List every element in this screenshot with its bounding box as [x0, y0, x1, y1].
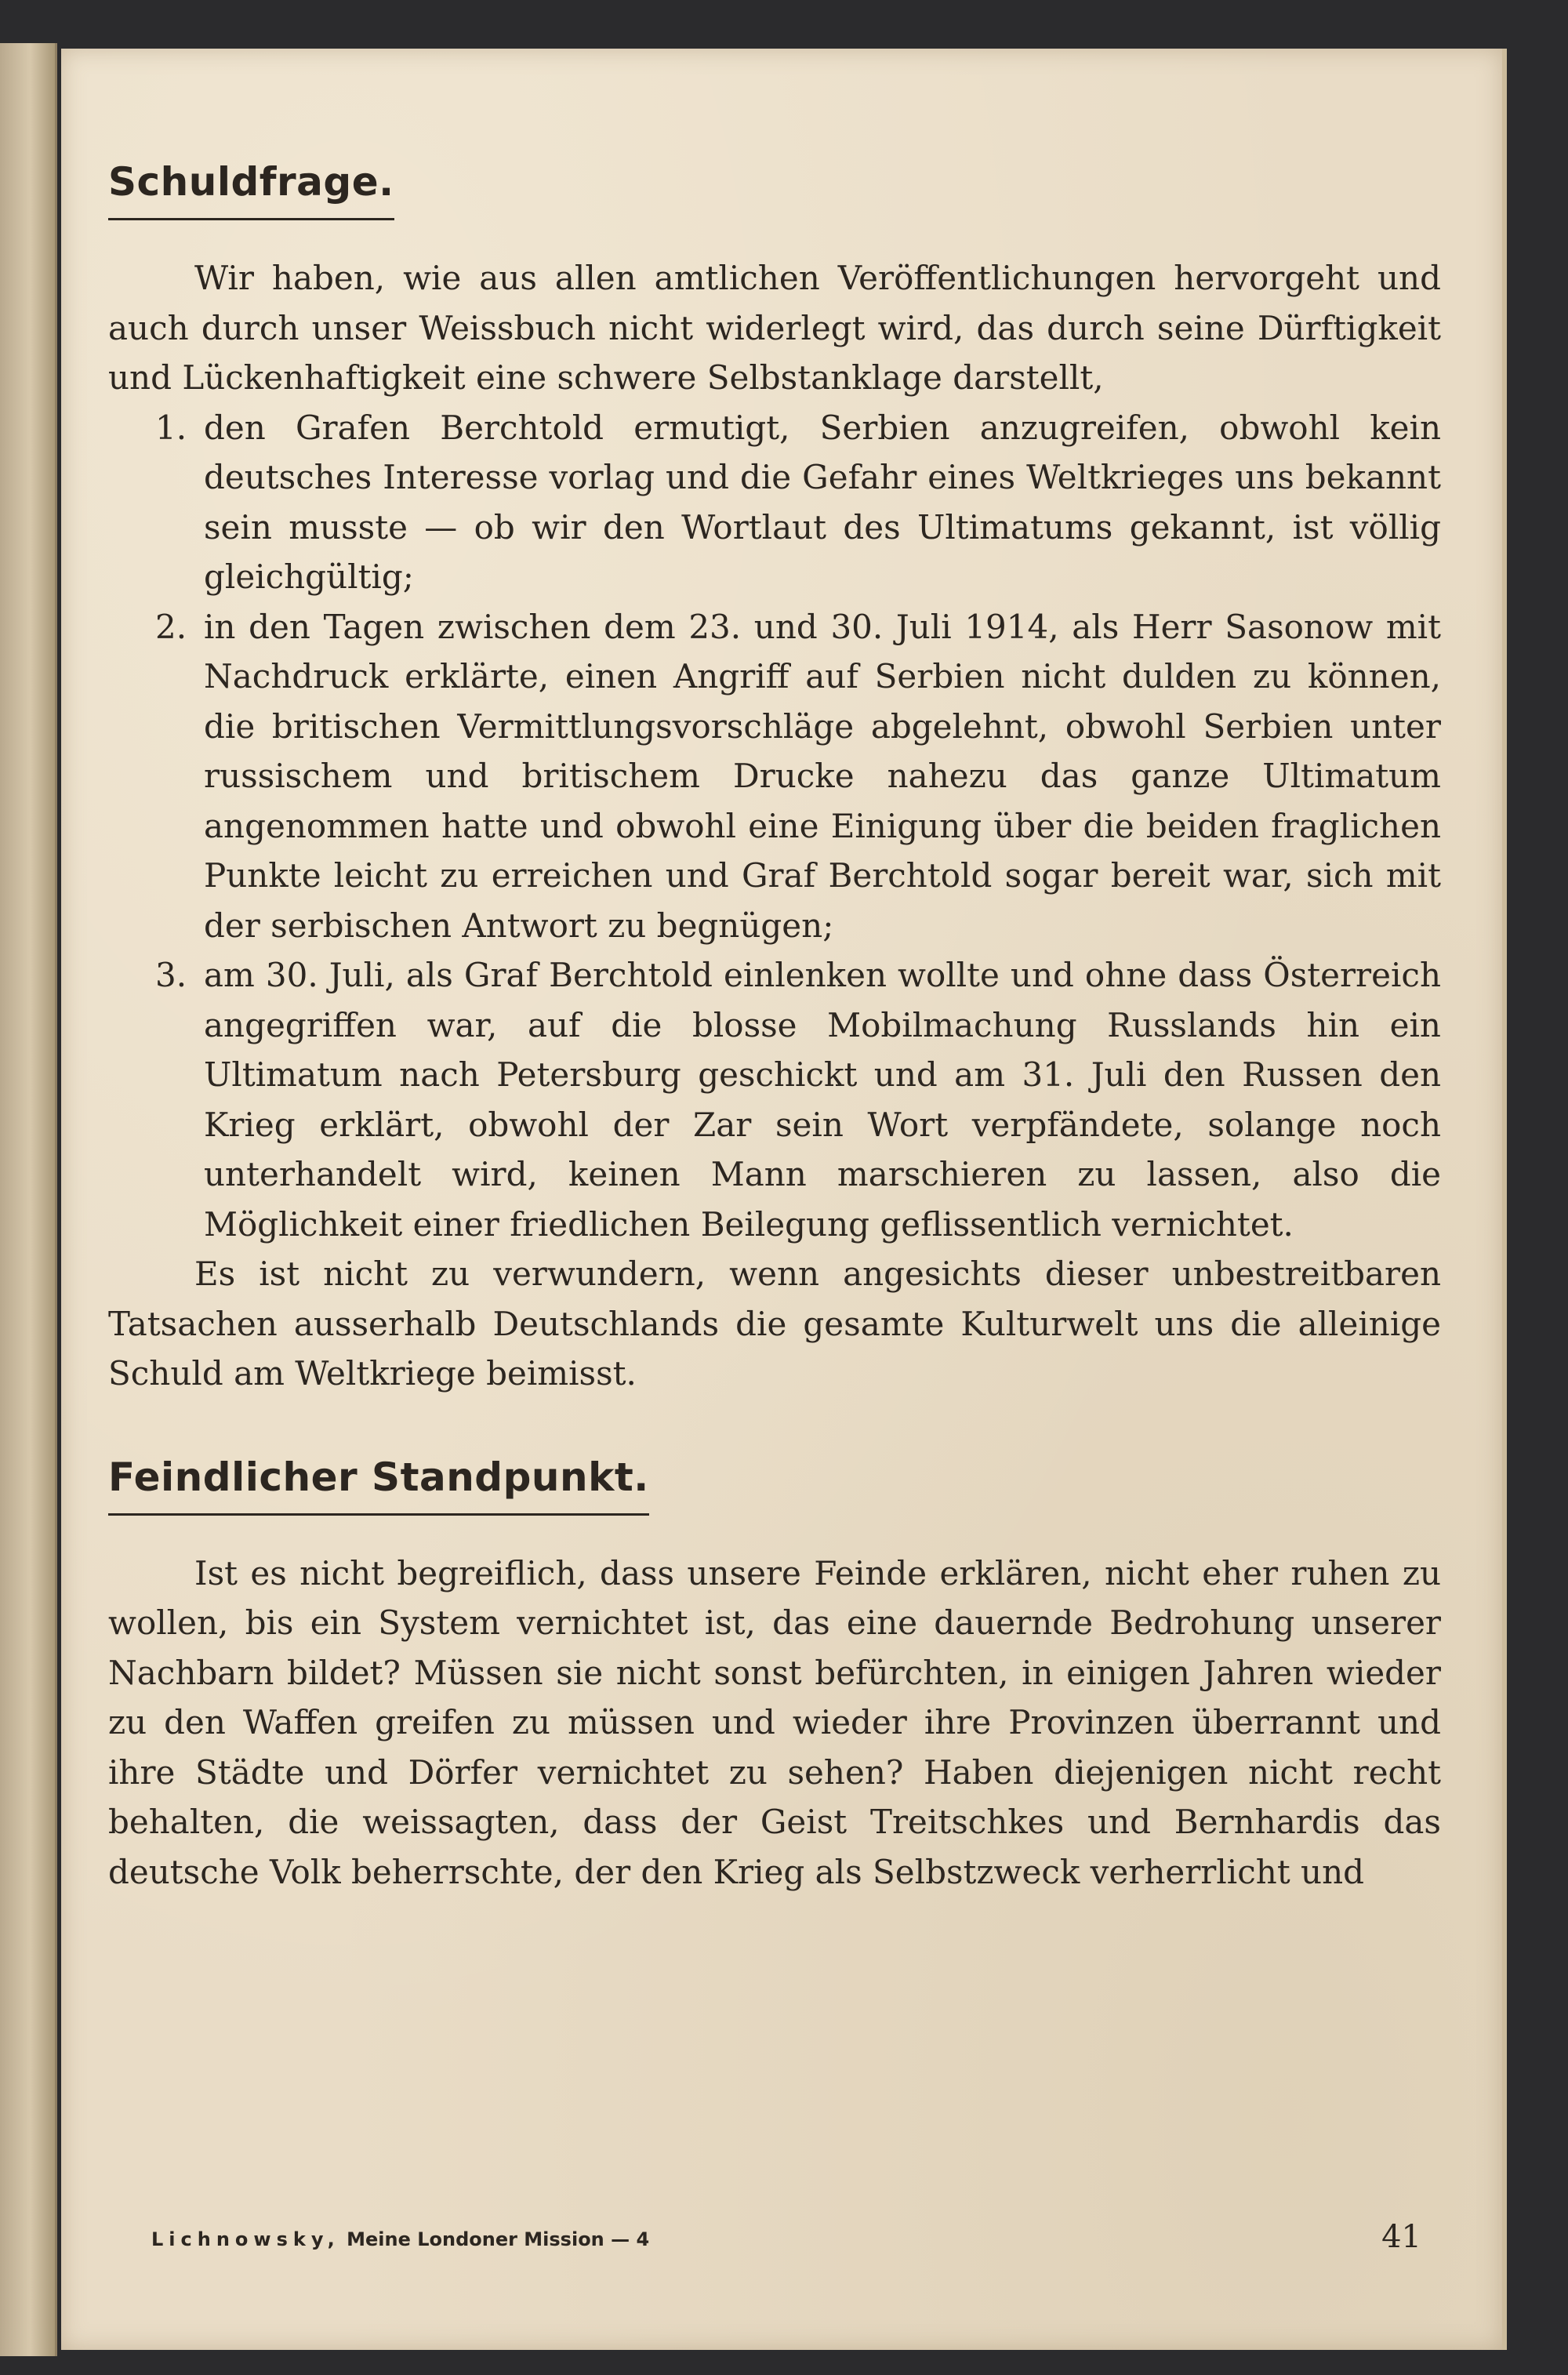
book-page: [61, 49, 1507, 2350]
closing-paragraph: Es ist nicht zu verwundern, wenn angesichts dieser unbestreitbaren Tatsachen ausserhalb Deutschlands die gesamte Kulturwelt uns die alleinige Schuld am Weltkriege beimisst.: [108, 1255, 1441, 1393]
adjacent-page-edge: [0, 43, 57, 2356]
list-item-number: 3.: [155, 956, 187, 994]
section-heading-schuldfrage: Schuldfrage.: [108, 158, 394, 220]
section2-paragraph: Ist es nicht begreiflich, dass unsere Feinde erklären, nicht eher ruhen zu wollen, bis ein System vernichtet ist, das eine dauernde Bedrohung unserer Nachbarn bildet? Müssen sie nicht sonst befürchten, in einigen Jahren wieder zu den Waffen greifen zu müssen und wieder ihre Provinzen überrannt und ihre Städte und Dörfer vernichtet zu sehen? Haben diejenigen nicht recht behalten, die weissagten, dass der Geist Treitschkes und Bernhardis das deutsche Volk beherrschte, der den Krieg als Selbstzweck verherrlicht und: [108, 1553, 1441, 1891]
footer-author: Lichnowsky,: [151, 2228, 340, 2250]
list-item-text: am 30. Juli, als Graf Berchtold einlenken wollte und ohne dass Österreich angegriffen war, auf die blosse Mobilmachung Russlands hin ein Ultimatum nach Petersburg geschickt und am 31. Juli den Russen den Krieg erklärt, obwohl der Zar sein Wort verpfändete, solange noch unterhandelt wird, keinen Mann marschieren zu lassen, also die Möglichkeit einer friedlichen Beilegung geflissentlich vernichtet.: [204, 956, 1441, 1244]
list-item-number: 2.: [155, 607, 187, 646]
intro-paragraph: Wir haben, wie aus allen amtlichen Veröffentlichungen hervorgeht und auch durch unser Weissbuch nicht widerlegt wird, das durch seine Dürftigkeit und Lückenhaftigkeit eine schwere Selbstanklage darstellt,: [108, 259, 1441, 397]
list-item: [108, 403, 1441, 602]
page-content: [108, 158, 1441, 1897]
page-number: 41: [1381, 2219, 1421, 2255]
footer-work-title: Meine Londoner Mission — 4: [347, 2228, 650, 2250]
list-item: [108, 950, 1441, 1249]
footer-signature: [151, 2228, 649, 2250]
list-item: [108, 602, 1441, 951]
list-item-number: 1.: [155, 408, 187, 447]
numbered-list: [108, 403, 1441, 1250]
list-item-text: den Grafen Berchtold ermutigt, Serbien anzugreifen, obwohl kein deutsches Interesse vorlag und die Gefahr eines Weltkrieges uns bekannt sein musste — ob wir den Wortlaut des Ultimatums gekannt, ist völlig gleichgültig;: [204, 408, 1441, 596]
section-heading-feindlicher-standpunkt: Feindlicher Standpunkt.: [108, 1454, 649, 1516]
page-footer: [151, 2219, 1421, 2266]
list-item-text: in den Tagen zwischen dem 23. und 30. Juli 1914, als Herr Sasonow mit Nachdruck erklärte, einen Angriff auf Serbien nicht dulden zu können, die britischen Vermittlungsvorschläge abgelehnt, obwohl Serbien unter russischem und britischem Drucke nahezu das ganze Ultimatum angenommen hatte und obwohl eine Einigung über die beiden fraglichen Punkte leicht zu erreichen und Graf Berchtold sogar bereit war, sich mit der serbischen Antwort zu begnügen;: [204, 607, 1441, 945]
